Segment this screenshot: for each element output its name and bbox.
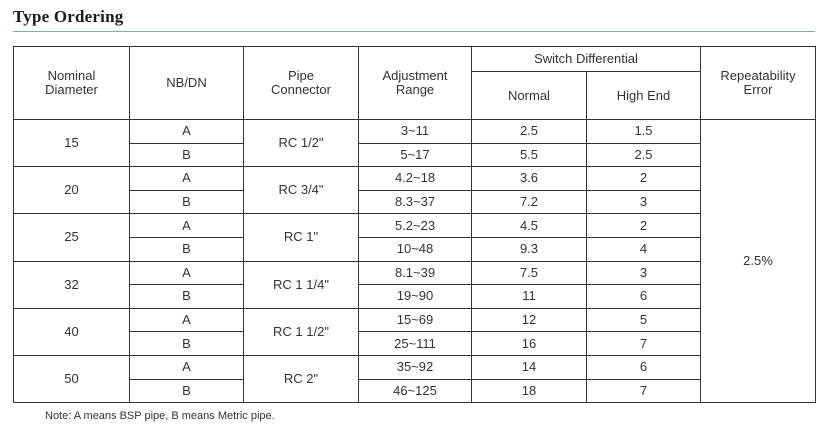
range-cell: 5.2~23 bbox=[359, 214, 472, 238]
type-cell: A bbox=[130, 261, 244, 285]
header-normal: Normal bbox=[472, 72, 587, 120]
diameter-cell: 25 bbox=[14, 214, 130, 261]
table-row bbox=[14, 143, 816, 167]
header-nb-dn: NB/DN bbox=[130, 47, 244, 120]
header-nominal-diameter: Nominal Diameter bbox=[14, 47, 130, 120]
range-cell: 46~125 bbox=[359, 379, 472, 403]
table-row bbox=[14, 285, 816, 309]
high-end-cell: 7 bbox=[587, 332, 701, 356]
normal-cell: 2.5 bbox=[472, 120, 587, 144]
type-cell: B bbox=[130, 237, 244, 261]
table-row bbox=[14, 190, 816, 214]
repeatability-cell: 2.5% bbox=[701, 120, 816, 403]
connector-cell: RC 3/4" bbox=[244, 167, 359, 214]
range-cell: 15~69 bbox=[359, 308, 472, 332]
table-row bbox=[14, 355, 816, 379]
type-cell: B bbox=[130, 332, 244, 356]
type-cell: B bbox=[130, 379, 244, 403]
type-cell: A bbox=[130, 120, 244, 144]
diameter-cell: 20 bbox=[14, 167, 130, 214]
high-end-cell: 5 bbox=[587, 308, 701, 332]
table-row bbox=[14, 237, 816, 261]
high-end-cell: 4 bbox=[587, 237, 701, 261]
high-end-cell: 2.5 bbox=[587, 143, 701, 167]
normal-cell: 9.3 bbox=[472, 237, 587, 261]
normal-cell: 3.6 bbox=[472, 167, 587, 191]
type-cell: A bbox=[130, 167, 244, 191]
table-row bbox=[14, 332, 816, 356]
connector-cell: RC 1 1/4" bbox=[244, 261, 359, 308]
type-cell: B bbox=[130, 285, 244, 309]
normal-cell: 5.5 bbox=[472, 143, 587, 167]
type-cell: B bbox=[130, 143, 244, 167]
header-pipe-connector: Pipe Connector bbox=[244, 47, 359, 120]
header-switch-differential: Switch Differential bbox=[472, 47, 701, 72]
section-title: Type Ordering bbox=[13, 7, 124, 26]
table-row bbox=[14, 167, 816, 191]
type-cell: B bbox=[130, 190, 244, 214]
table-row bbox=[14, 308, 816, 332]
connector-cell: RC 1/2" bbox=[244, 120, 359, 167]
table-row bbox=[14, 261, 816, 285]
diameter-cell: 50 bbox=[14, 355, 130, 402]
high-end-cell: 1.5 bbox=[587, 120, 701, 144]
range-cell: 5~17 bbox=[359, 143, 472, 167]
connector-cell: RC 2" bbox=[244, 355, 359, 402]
high-end-cell: 2 bbox=[587, 214, 701, 238]
normal-cell: 14 bbox=[472, 355, 587, 379]
connector-cell: RC 1" bbox=[244, 214, 359, 261]
normal-cell: 11 bbox=[472, 285, 587, 309]
connector-cell: RC 1 1/2" bbox=[244, 308, 359, 355]
normal-cell: 7.5 bbox=[472, 261, 587, 285]
high-end-cell: 2 bbox=[587, 167, 701, 191]
diameter-cell: 32 bbox=[14, 261, 130, 308]
range-cell: 8.1~39 bbox=[359, 261, 472, 285]
table-row bbox=[14, 214, 816, 238]
range-cell: 3~11 bbox=[359, 120, 472, 144]
diameter-cell: 40 bbox=[14, 308, 130, 355]
normal-cell: 7.2 bbox=[472, 190, 587, 214]
diameter-cell: 15 bbox=[14, 120, 130, 167]
high-end-cell: 6 bbox=[587, 355, 701, 379]
range-cell: 8.3~37 bbox=[359, 190, 472, 214]
high-end-cell: 6 bbox=[587, 285, 701, 309]
normal-cell: 16 bbox=[472, 332, 587, 356]
table-row bbox=[14, 120, 816, 144]
title-divider bbox=[13, 31, 815, 32]
normal-cell: 4.5 bbox=[472, 214, 587, 238]
type-cell: A bbox=[130, 308, 244, 332]
type-cell: A bbox=[130, 355, 244, 379]
range-cell: 10~48 bbox=[359, 237, 472, 261]
high-end-cell: 7 bbox=[587, 379, 701, 403]
header-adjustment-range: Adjustment Range bbox=[359, 47, 472, 120]
high-end-cell: 3 bbox=[587, 261, 701, 285]
normal-cell: 18 bbox=[472, 379, 587, 403]
range-cell: 35~92 bbox=[359, 355, 472, 379]
table-row bbox=[14, 379, 816, 403]
type-cell: A bbox=[130, 214, 244, 238]
range-cell: 25~111 bbox=[359, 332, 472, 356]
header-high-end: High End bbox=[587, 72, 701, 120]
range-cell: 19~90 bbox=[359, 285, 472, 309]
footnote: Note: A means BSP pipe, B means Metric pipe. bbox=[45, 410, 275, 422]
type-ordering-table bbox=[13, 46, 816, 403]
high-end-cell: 3 bbox=[587, 190, 701, 214]
range-cell: 4.2~18 bbox=[359, 167, 472, 191]
normal-cell: 12 bbox=[472, 308, 587, 332]
header-repeatability-error: Repeatability Error bbox=[701, 47, 816, 120]
